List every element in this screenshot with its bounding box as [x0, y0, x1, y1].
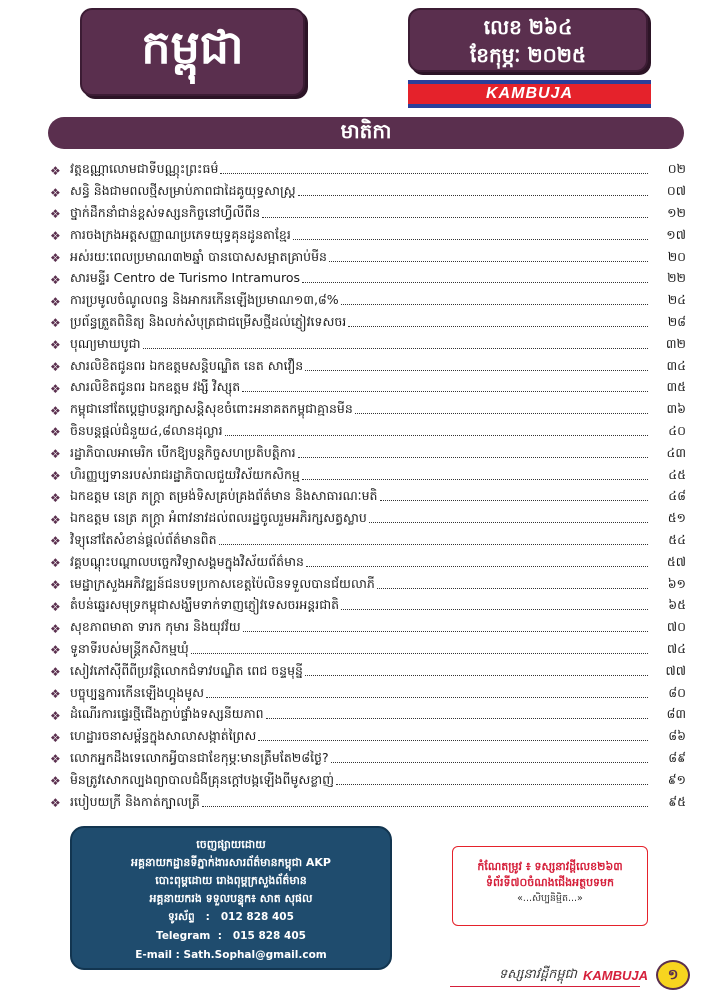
- toc-item-title: ឯកឧត្តម នេត្រ ភក្ត្រា អំពាវនាវដល់ពលរដ្ឋចូលរួមអភិរក្សសត្វស្លាប: [70, 510, 367, 526]
- toc-item-page: ៥៧: [666, 553, 686, 569]
- publisher-line-3: បោះពុម្ពដោយ រោងពុម្ពក្រសួងព័ត៌មាន: [155, 874, 307, 887]
- toc-item-page: ៦១: [667, 575, 686, 591]
- toc-item: [50, 596, 686, 618]
- toc-item-title: តំបន់ឆ្នេរសមុទ្រកម្ពុជាសង្ឃឹមទាក់ទាញភ្ញៀវទេសចរអន្តរជាតិ: [70, 597, 340, 613]
- toc-item-title: វិទ្យុនៅតែសំខាន់ផ្តល់ព័ត៌មានពិត: [70, 531, 217, 547]
- dot-leader: [219, 544, 648, 545]
- footer-rule: [450, 986, 640, 987]
- footer: [450, 957, 690, 993]
- issue-month: ខែកុម្ភៈ ២០២៥: [469, 43, 587, 67]
- dot-leader: [242, 391, 648, 392]
- correction-note: [452, 846, 648, 926]
- diamond-bullet-icon: ❖: [50, 599, 61, 614]
- toc-item-page: ៣៥: [666, 379, 686, 395]
- diamond-bullet-icon: ❖: [50, 469, 61, 484]
- toc-item-page: ៨៦: [668, 728, 686, 744]
- toc-item-page: ១២: [667, 204, 686, 220]
- toc-item-title: សន្ធិ និងជាមពលថ្មីសម្រាប់ភាពជាដៃគូយុទ្ធសាស្ត្រ: [70, 183, 296, 199]
- toc-item-page: ១៧: [666, 226, 686, 242]
- toc-item: [50, 400, 686, 422]
- diamond-bullet-icon: ❖: [50, 687, 61, 702]
- toc-item-page: ៩៥: [668, 793, 686, 809]
- page-number-badge: [656, 960, 690, 990]
- toc-item: [50, 770, 686, 792]
- dot-leader: [369, 522, 648, 523]
- logo-text: កម្ពុជា: [141, 19, 244, 74]
- toc-item: [50, 160, 686, 182]
- diamond-bullet-icon: ❖: [50, 490, 61, 505]
- toc-item-title: សៀវភៅស៊ីពីពីប្រវត្តិលោកជំទាវបណ្ឌិត ពេជ ចន្ទមុន្នី: [70, 662, 303, 678]
- publisher-line-4: អគ្គនាយករង ទទួលបន្ទុក៖ សាត សុផល: [149, 892, 313, 905]
- phone-value: 012 828 405: [220, 911, 294, 923]
- footer-text: ទស្សនាវដ្តីកម្ពុជា: [498, 966, 577, 982]
- toc-item: [50, 204, 686, 226]
- email-value: Sath.Sophal@gmail.com: [183, 949, 327, 961]
- dot-leader: [355, 413, 648, 414]
- dot-leader: [298, 457, 648, 458]
- dot-leader: [266, 718, 648, 719]
- diamond-bullet-icon: ❖: [50, 316, 61, 331]
- toc-item: [50, 465, 686, 487]
- email-label: E-mail: [135, 949, 173, 961]
- toc-item-title: វគ្គបណ្តុះបណ្តាលបច្ចេកវិទ្យាសង្គមក្នុងវិស័យព័ត៌មាន: [70, 553, 304, 569]
- dot-leader: [293, 239, 648, 240]
- dot-leader: [225, 435, 648, 436]
- toc-item: [50, 509, 686, 531]
- diamond-bullet-icon: ❖: [50, 556, 61, 571]
- toc-item-page: ៤៣: [666, 444, 686, 460]
- issue-number: លេខ ២៦៤: [483, 15, 573, 39]
- footer-brand: KAMBUJA: [583, 967, 648, 983]
- toc-item: [50, 749, 686, 771]
- diamond-bullet-icon: ❖: [50, 665, 61, 680]
- toc-item-page: ២៤: [667, 292, 686, 308]
- toc-item: [50, 618, 686, 640]
- phone-row: ទូរស័ព្ទ : 012 828 405: [168, 911, 294, 923]
- diamond-bullet-icon: ❖: [50, 643, 61, 658]
- toc-item-title: ទូនាទីរបស់មន្ត្រីកសិកម្មឃុំ: [70, 640, 189, 656]
- toc-title-bar: [48, 117, 684, 149]
- toc-item-title: ប្រព័ន្ធត្រួតពិនិត្យ និងលក់សំបុត្រជាជម្រើសថ្មីដល់ភ្ញៀវទេសចរ: [70, 313, 347, 329]
- diamond-bullet-icon: ❖: [50, 796, 61, 810]
- dot-leader: [262, 217, 648, 218]
- diamond-bullet-icon: ❖: [50, 708, 61, 723]
- toc-item-page: ៨០: [668, 684, 686, 700]
- dot-leader: [298, 195, 648, 196]
- toc-item-page: ៥១: [667, 510, 686, 526]
- toc-item-title: ហិរញ្ញប្បទានរបស់រាជរដ្ឋាភិបាលជួយវិស័យកសិកម្ម: [70, 466, 300, 482]
- diamond-bullet-icon: ❖: [50, 403, 61, 418]
- toc-item-title: រដ្ឋាភិបាលអាមេរិក បើកឱ្យបន្តកិច្ចសហប្រតិបត្តិការ: [70, 444, 296, 460]
- toc-item-title: កម្ពុជានៅតែប្តេជ្ញាបន្តរក្សាសន្តិសុខចំពោះអនាគតកម្ពុជាគ្មានមីន: [70, 401, 353, 417]
- toc-list: [50, 160, 686, 814]
- correction-line-3: «...សិប្បនិម្មិត...»: [517, 893, 583, 904]
- toc-item: [50, 269, 686, 291]
- toc-item-page: ៧៧: [665, 662, 686, 678]
- diamond-bullet-icon: ❖: [50, 578, 61, 593]
- toc-item-title: សារលិខិតជូនពរ ឯកឧត្តមសន្តិបណ្ឌិត នេត សាវឿន: [70, 357, 304, 373]
- toc-item-page: ២៨: [667, 313, 686, 329]
- toc-item: [50, 443, 686, 465]
- toc-item: [50, 487, 686, 509]
- dot-leader: [191, 653, 648, 654]
- toc-item-title: សារលិខិតជូនពរ ឯកឧត្តម វង្សី វិស្សុត: [70, 379, 241, 395]
- diamond-bullet-icon: ❖: [50, 621, 61, 636]
- toc-item-page: ៥៤: [668, 531, 686, 547]
- toc-item-page: ៨៣: [666, 706, 686, 722]
- toc-item: [50, 334, 686, 356]
- toc-item-page: ៩១: [667, 771, 686, 787]
- diamond-bullet-icon: ❖: [50, 730, 61, 745]
- telegram-label: Telegram: [156, 930, 211, 942]
- correction-line-1: កំណែតម្រូវ ៖ ទស្សនាវដ្តីលេខ២៦៣: [477, 860, 623, 873]
- diamond-bullet-icon: ❖: [50, 360, 61, 375]
- dot-leader: [380, 500, 649, 501]
- dot-leader: [377, 588, 648, 589]
- dot-leader: [341, 304, 648, 305]
- dot-leader: [306, 566, 648, 567]
- toc-item: [50, 182, 686, 204]
- toc-item-title: ឯកឧត្តម នេត្រ ភក្ត្រា តម្រង់ទិសគ្រប់គ្រងព័ត៌មាន និងសាធារណៈមតិ: [70, 488, 378, 504]
- diamond-bullet-icon: ❖: [50, 447, 61, 462]
- diamond-bullet-icon: ❖: [50, 185, 61, 200]
- dot-leader: [341, 609, 648, 610]
- toc-item: [50, 640, 686, 662]
- telegram-row: Telegram : 015 828 405: [156, 930, 306, 942]
- diamond-bullet-icon: ❖: [50, 774, 61, 789]
- toc-item-title: លោកអ្នកដឹងទេលោកអ្វីបានជាខែកុម្ភៈមានត្រឹមតែ២៨ថ្ងៃ?: [70, 749, 329, 765]
- toc-item-page: ៦៥: [668, 597, 686, 613]
- toc-item-title: សុខភាពមាតា ទារក កុមារ និងយុវវ័យ: [70, 619, 241, 635]
- telegram-value: 015 828 405: [232, 930, 306, 942]
- publisher-box: [70, 826, 392, 970]
- toc-item-title: ហេដ្ឋារចនាសម្ព័ន្ធក្នុងសាលាសង្កាត់ព្រៃស: [70, 728, 257, 744]
- issue-box: [408, 8, 648, 72]
- correction-line-2: ទំព័រទី៧០ចំណងជើងអត្ថបទមក: [486, 876, 614, 889]
- publisher-line-1: ចេញផ្សាយដោយ: [196, 838, 266, 851]
- toc-item: [50, 552, 686, 574]
- diamond-bullet-icon: ❖: [50, 752, 61, 767]
- diamond-bullet-icon: ❖: [50, 272, 61, 287]
- toc-item: [50, 792, 686, 814]
- toc-item: [50, 574, 686, 596]
- toc-item-page: ២០: [667, 248, 686, 264]
- toc-item-title: មេដ្ឋាក្រសួងអភិវឌ្ឍន៍ជនបទប្រកាសខេត្តប៉ៃលិនទទួលបានជ័យលាភី: [70, 575, 375, 591]
- toc-item-title: ថ្នាក់ដឹកនាំជាន់ខ្ពស់ទស្សនកិច្ចនៅហ្វីលីពីន: [70, 204, 261, 220]
- toc-item: [50, 727, 686, 749]
- diamond-bullet-icon: ❖: [50, 163, 61, 178]
- toc-item-page: ៣៦: [666, 401, 686, 417]
- toc-title: មាតិកា: [340, 119, 392, 143]
- toc-item: [50, 225, 686, 247]
- toc-item-page: ៤៨: [668, 488, 686, 504]
- toc-item: [50, 705, 686, 727]
- diamond-bullet-icon: ❖: [50, 251, 61, 266]
- toc-item: [50, 291, 686, 313]
- toc-item: [50, 247, 686, 269]
- toc-item-page: ០៧: [666, 183, 686, 199]
- diamond-bullet-icon: ❖: [50, 207, 61, 222]
- toc-item-title: របៀបយក្រី និងកាត់ក្បាលត្រី: [70, 793, 200, 809]
- brand-band: [408, 80, 651, 108]
- toc-item: [50, 378, 686, 400]
- dot-leader: [305, 370, 648, 371]
- dot-leader: [336, 784, 648, 785]
- toc-item: [50, 422, 686, 444]
- masthead-logo: [80, 8, 305, 96]
- diamond-bullet-icon: ❖: [50, 512, 61, 527]
- diamond-bullet-icon: ❖: [50, 338, 61, 353]
- dot-leader: [348, 326, 648, 327]
- toc-item: [50, 356, 686, 378]
- toc-item-page: ០២: [667, 161, 686, 177]
- email-row: E-mail : Sath.Sophal@gmail.com: [135, 949, 327, 961]
- toc-item-page: ៧៤: [666, 640, 686, 656]
- toc-item-title: បច្ចុប្បន្នការកើនឡើងហ្គុងមូស: [70, 684, 205, 700]
- dot-leader: [302, 282, 648, 283]
- toc-item-title: បុណ្យមាឃបូជា: [70, 335, 141, 351]
- diamond-bullet-icon: ❖: [50, 294, 61, 309]
- dot-leader: [220, 173, 648, 174]
- dot-leader: [243, 631, 648, 632]
- toc-item-page: ៣៤: [666, 357, 686, 373]
- toc-item-title: មិនត្រូវសោកល្បងព្យាបាលជំងឺគ្រុនក្តៅបង្កឡើងពីមូសខ្លាញ់: [70, 771, 335, 787]
- diamond-bullet-icon: ❖: [50, 534, 61, 549]
- dot-leader: [258, 740, 648, 741]
- dot-leader: [143, 348, 648, 349]
- toc-item: [50, 661, 686, 683]
- toc-item-title: ដំណើរការផ្ទេរថ្មីជើងភ្ជាប់ផ្ទាំងទស្សនីយភាព: [70, 706, 264, 722]
- diamond-bullet-icon: ❖: [50, 425, 61, 440]
- toc-item: [50, 313, 686, 335]
- dot-leader: [302, 479, 648, 480]
- toc-item-page: ៤៥: [668, 466, 686, 482]
- toc-item-title: សារមន្ទីរ Centro de Turismo Intramuros: [70, 270, 300, 286]
- diamond-bullet-icon: ❖: [50, 381, 61, 396]
- brand-name: KAMBUJA: [486, 85, 573, 102]
- toc-item-title: វត្តឧណ្ណាលោមជាទីបណ្ណុះព្រះធម៌: [70, 161, 219, 177]
- publisher-line-2: អគ្គនាយកដ្ឋានទីភ្នាក់ងារសារព័ត៌មានកម្ពុជា AKP: [131, 856, 331, 869]
- toc-item-title: ការចងក្រងអត្តសញ្ញាណប្រភេទយុទ្ធគុនដូនតាខ្មែរ: [70, 226, 291, 242]
- toc-item-title: ការប្រមូលចំណូលពន្ធ និងអាករកើនឡើងប្រមាណ១៣,៨%: [70, 292, 339, 308]
- toc-item-page: ៣២: [665, 335, 686, 351]
- phone-label: ទូរស័ព្ទ: [168, 911, 195, 923]
- dot-leader: [202, 806, 648, 807]
- toc-item-page: ២២: [667, 270, 686, 286]
- diamond-bullet-icon: ❖: [50, 229, 61, 244]
- dot-leader: [206, 697, 648, 698]
- toc-item: [50, 683, 686, 705]
- dot-leader: [305, 675, 648, 676]
- page-number: ១: [667, 966, 679, 983]
- dot-leader: [329, 261, 648, 262]
- toc-item-title: ចិនបន្តផ្តល់ជំនួយ៤,៨លានដុល្លារ: [70, 422, 223, 438]
- toc-item-title: អស់រយៈពេលប្រមាណ៣២ឆ្នាំ បានបោសសម្អាតគ្រាប់មីន: [70, 248, 327, 264]
- toc-item: [50, 531, 686, 553]
- toc-item-page: ៧០: [666, 619, 686, 635]
- dot-leader: [331, 762, 648, 763]
- toc-item-page: ៤០: [668, 422, 686, 438]
- toc-item-page: ៨៩: [668, 749, 686, 765]
